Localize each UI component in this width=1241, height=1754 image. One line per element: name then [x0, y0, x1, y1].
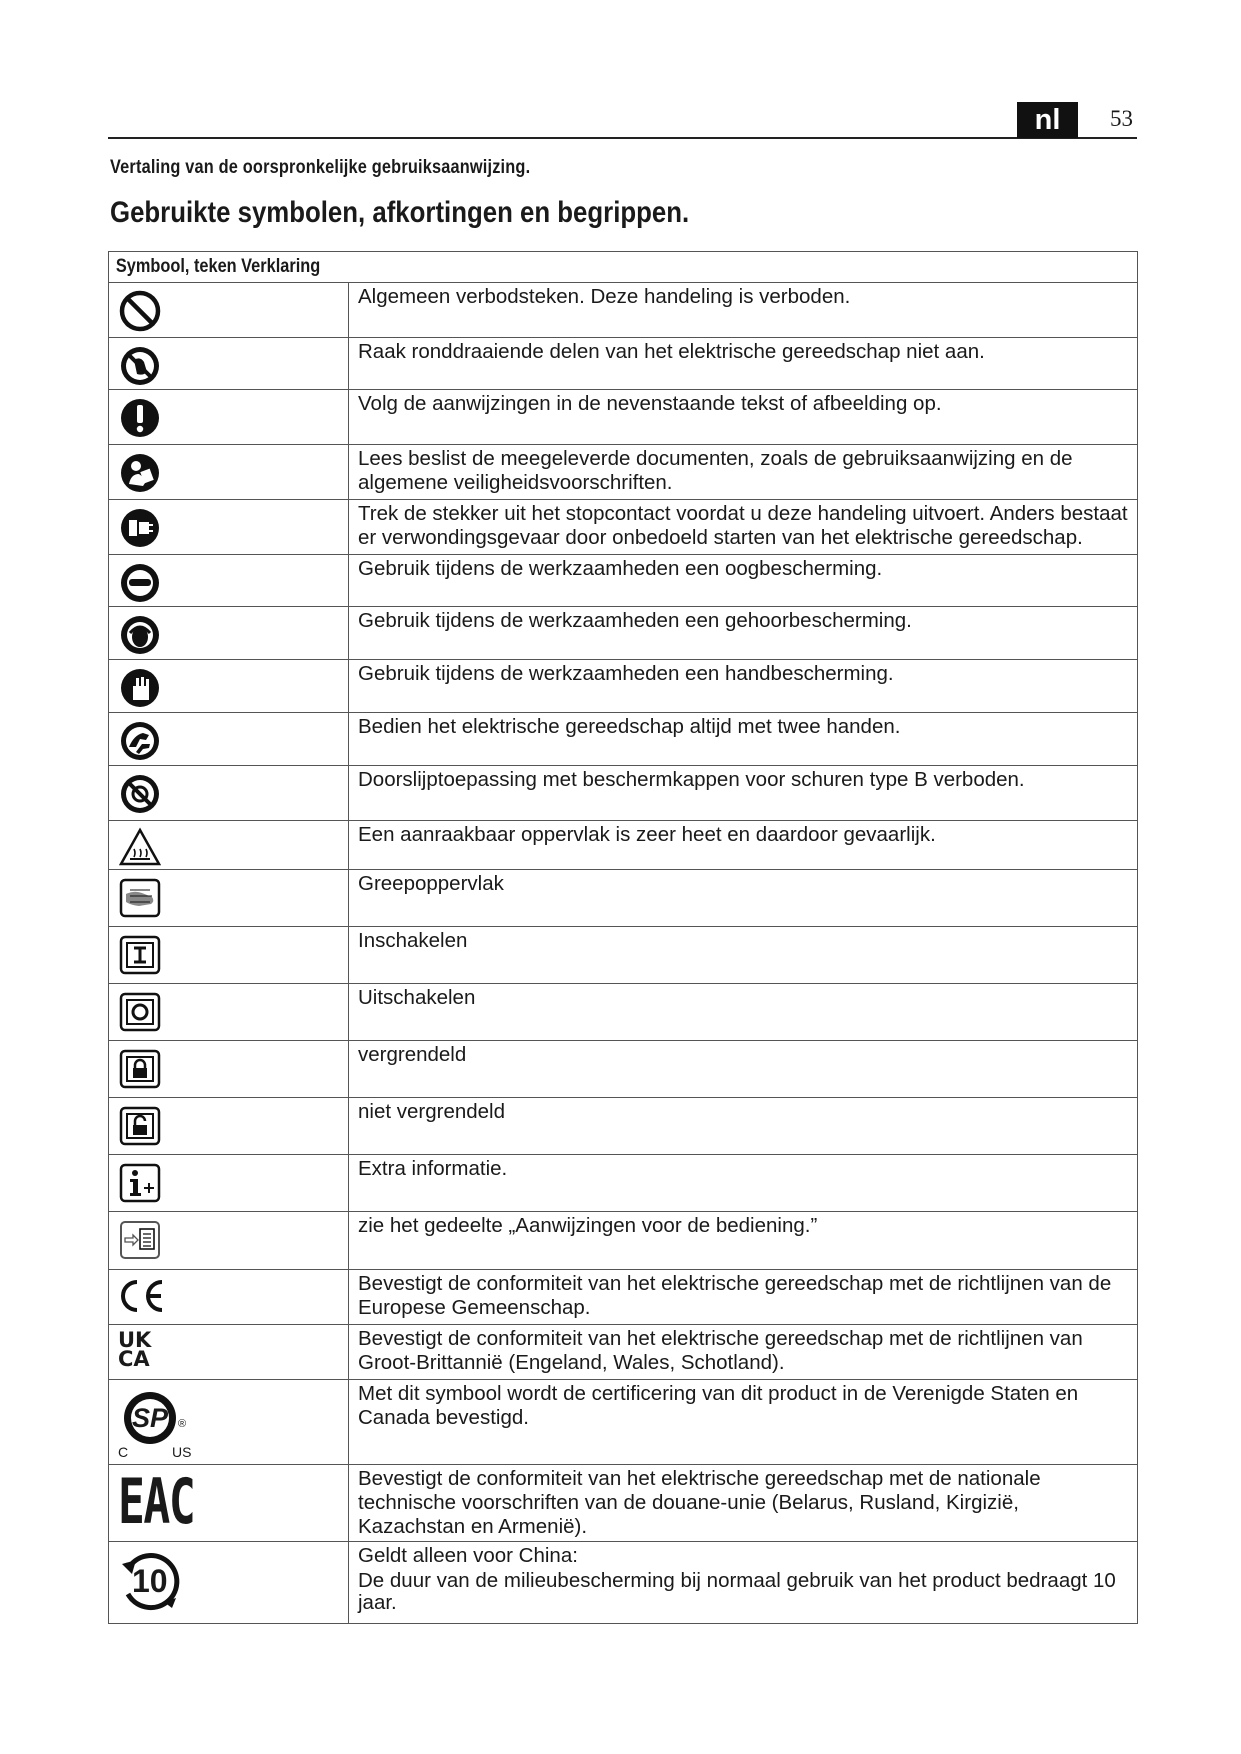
- row-text: Extra informatie.: [358, 1157, 508, 1180]
- row-text: zie het gedeelte „Aanwijzingen voor de bediening.”: [358, 1214, 818, 1237]
- row-text: vergrendeld: [358, 1043, 467, 1066]
- unlocked-icon: [118, 1104, 162, 1148]
- exclamation-icon: [118, 396, 162, 440]
- read-manual-icon: [118, 451, 162, 495]
- row-text: Een aanraakbaar oppervlak is zeer heet en daardoor gevaarlijk.: [358, 823, 936, 846]
- ce-mark-icon: [118, 1276, 166, 1316]
- row-text: Doorslijptoepassing met beschermkappen voor schuren type B verboden.: [358, 768, 1025, 791]
- row-text: Volg de aanwijzingen in de nevenstaande tekst of afbeelding op.: [358, 392, 942, 415]
- table-row: [109, 927, 1138, 984]
- row-text: Uitschakelen: [358, 986, 476, 1009]
- table-row: [109, 1465, 1138, 1542]
- table-row: [109, 660, 1138, 713]
- row-text: Bevestigt de conformiteit van het elektrische gereedschap met de nationale technische voorschriften van de douane-unie (Belarus, Rusland, Kirgizië, Kazachstan en Armenië).: [358, 1467, 1041, 1538]
- table-row: [109, 1098, 1138, 1155]
- row-text: Algemeen verbodsteken. Deze handeling is verboden.: [358, 285, 851, 308]
- language-badge: nl: [1017, 102, 1078, 138]
- column-header: Symbool, teken Verklaring: [115, 256, 321, 277]
- table-row: [109, 607, 1138, 660]
- row-text: Raak ronddraaiende delen van het elektrische gereedschap niet aan.: [358, 340, 985, 363]
- switch-off-icon: [118, 990, 162, 1034]
- table-row: [109, 713, 1138, 766]
- header-rule: [108, 137, 1137, 139]
- document-subtitle: Vertaling van de oorspronkelijke gebruiksaanwijzing.: [110, 157, 531, 178]
- table-row: [109, 1212, 1138, 1270]
- prohibition-icon: [118, 289, 162, 333]
- table-row: [109, 445, 1138, 500]
- table-row: [109, 821, 1138, 870]
- eye-protection-icon: [118, 561, 162, 605]
- grip-surface-icon: [118, 876, 162, 920]
- table-row: [109, 500, 1138, 555]
- row-text: Gebruik tijdens de werkzaamheden een handbescherming.: [358, 662, 894, 685]
- table-row: [109, 1041, 1138, 1098]
- row-text: Gebruik tijdens de werkzaamheden een oogbescherming.: [358, 557, 883, 580]
- two-hands-icon: [118, 719, 162, 763]
- table-row: [109, 338, 1138, 390]
- table-row: [109, 1542, 1138, 1624]
- row-text: Greepoppervlak: [358, 872, 504, 895]
- no-touch-rotating-parts-icon: [118, 344, 162, 388]
- row-text-detail: De duur van de milieubescherming bij normaal gebruik van het product bedraagt 10 jaar.: [358, 1569, 1116, 1614]
- row-text: Met dit symbool wordt de certificering van dit product in de Verenigde Staten en Canada bevestigd.: [358, 1382, 1079, 1429]
- row-text: Bevestigt de conformiteit van het elektrische gereedschap met de richtlijnen van Groot-Brittannië (Engeland, Wales, Schotland).: [358, 1327, 1083, 1374]
- page-number: 53: [1110, 106, 1133, 131]
- info-icon: [118, 1161, 162, 1205]
- see-operating-section-icon: [118, 1218, 162, 1262]
- row-text: Bedien het elektrische gereedschap altijd met twee handen.: [358, 715, 901, 738]
- table-row: [109, 1155, 1138, 1212]
- row-text: Lees beslist de meegeleverde documenten, zoals de gebruiksaanwijzing en de algemene veiligheidsvoorschriften.: [358, 447, 1073, 494]
- locked-icon: [118, 1047, 162, 1091]
- table-row: [109, 984, 1138, 1041]
- table-row: [109, 1380, 1138, 1465]
- ukca-mark-icon: UK CA: [118, 1328, 152, 1371]
- symbols-table: [108, 251, 1138, 1624]
- hot-surface-icon: [118, 827, 162, 867]
- row-text: Gebruik tijdens de werkzaamheden een gehoorbescherming.: [358, 609, 912, 632]
- hand-protection-icon: [118, 666, 162, 710]
- row-text: Geldt alleen voor China:: [358, 1544, 578, 1567]
- table-row: [109, 1270, 1138, 1325]
- row-text: niet vergrendeld: [358, 1100, 506, 1123]
- csa-mark-icon: SP ® C US: [118, 1386, 208, 1462]
- table-header-row: [109, 252, 1138, 283]
- no-cutting-grinding-icon: [118, 772, 162, 816]
- ear-protection-icon: [118, 613, 162, 657]
- table-row: [109, 390, 1138, 445]
- table-row: [109, 1325, 1138, 1380]
- table-row: [109, 283, 1138, 338]
- row-text: Trek de stekker uit het stopcontact voordat u deze handeling uitvoert. Anders bestaat er verwondingsgevaar door onbedoeld starten van het elektrische gereedschap.: [358, 502, 1128, 549]
- switch-on-icon: [118, 933, 162, 977]
- table-row: [109, 766, 1138, 821]
- row-text: Inschakelen: [358, 929, 468, 952]
- table-row: [109, 870, 1138, 927]
- unplug-icon: [118, 506, 162, 550]
- eac-mark-icon: EAC: [118, 1465, 195, 1538]
- china-efup-10-icon: 10: [118, 1550, 188, 1614]
- table-row: [109, 555, 1138, 607]
- row-text: Bevestigt de conformiteit van het elektrische gereedschap met de richtlijnen van de Europese Gemeenschap.: [358, 1272, 1112, 1319]
- page-title: Gebruikte symbolen, afkortingen en begrippen.: [110, 196, 690, 229]
